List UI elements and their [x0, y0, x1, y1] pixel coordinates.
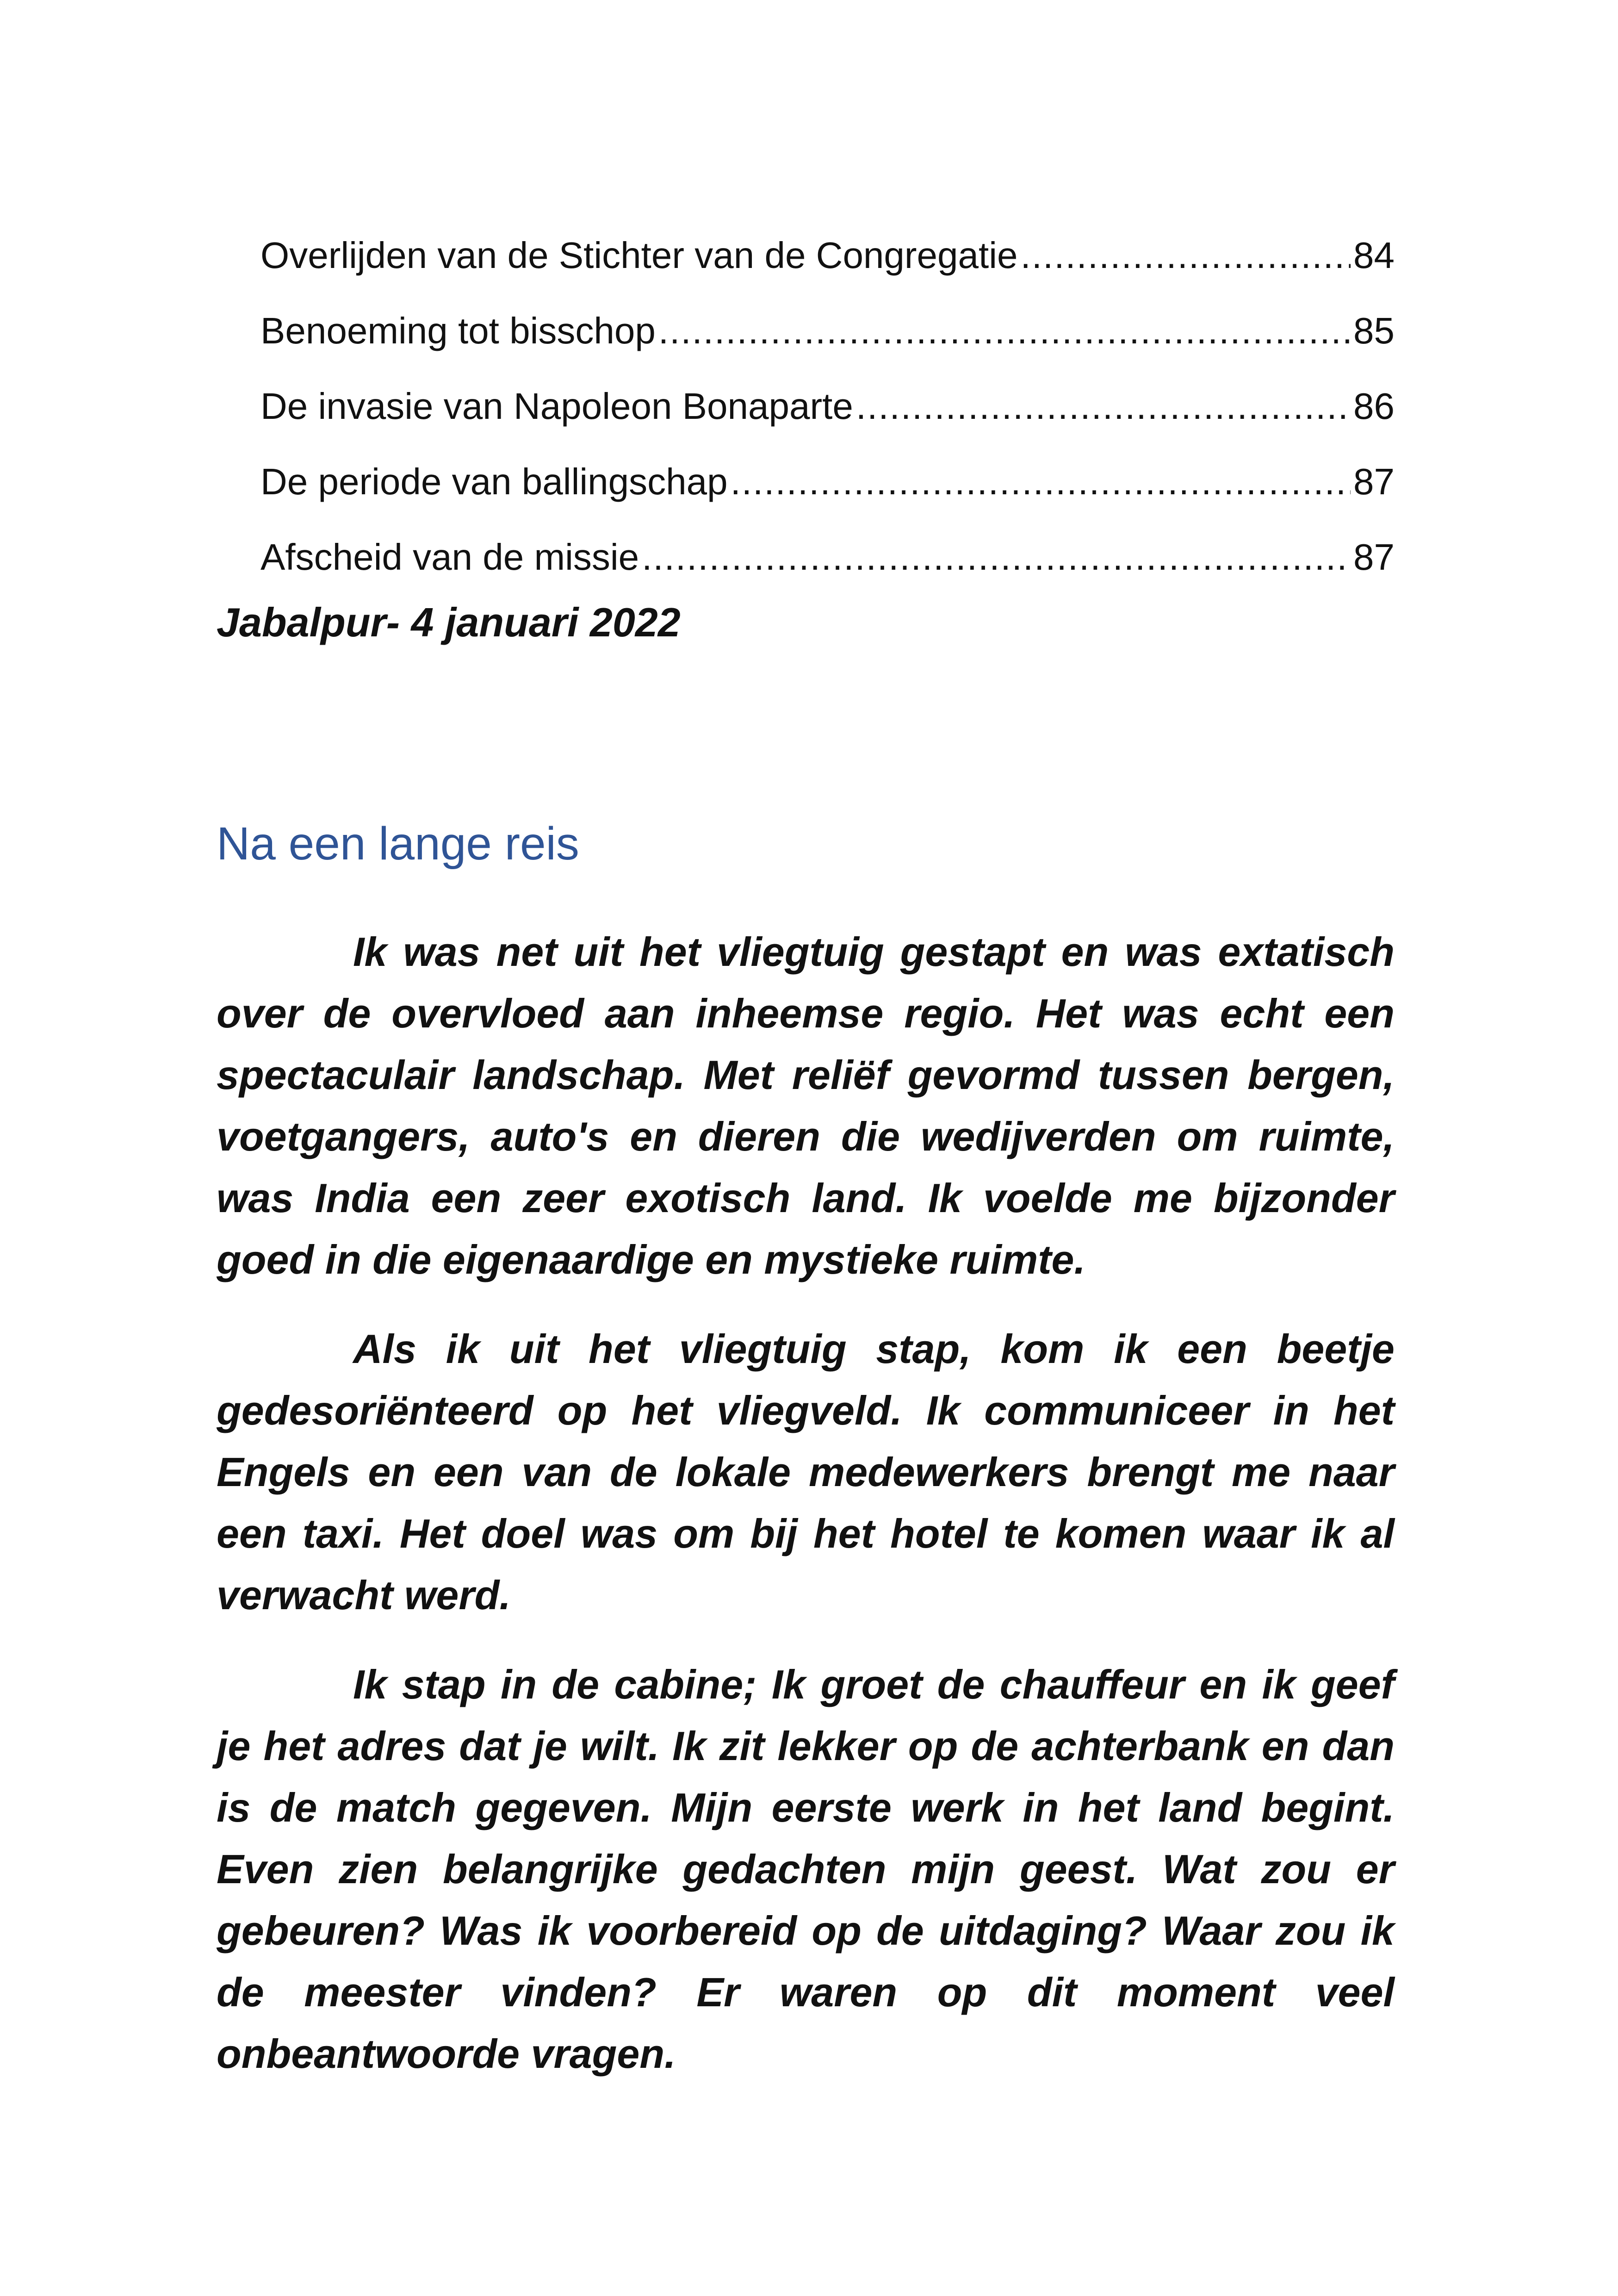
toc-dot-leader [1021, 218, 1351, 293]
body-paragraph: Ik was net uit het vliegtuig gestapt en was extatisch over de overvloed aan inheemse regio. Het was echt een spectaculair landschap. Met reliëf gevormd tussen bergen, voetgangers, auto's en dieren die wedijverden om ruimte, was India een zeer exotisch land. Ik voelde me bijzonder goed in die eigenaardige en mystieke ruimte. [217, 929, 1395, 1282]
toc-entry[interactable] [260, 293, 1395, 368]
toc-dot-leader [856, 368, 1351, 444]
toc-entry-page: 87 [1353, 461, 1395, 502]
toc-entry-title: De periode van ballingschap [260, 461, 728, 502]
body-paragraph: Als ik uit het vliegtuig stap, kom ik een beetje gedesoriënteerd op het vliegveld. Ik communiceer in het Engels en een van de lokale medewerkers brengt me naar een taxi. Het doel was om bij het hotel te komen waar ik al verwacht werd. [217, 1326, 1395, 1618]
toc-entry-page: 85 [1353, 310, 1395, 351]
toc-entry[interactable] [260, 519, 1395, 595]
toc-entry-title: Afscheid van de missie [260, 536, 639, 578]
date-line: Jabalpur- 4 januari 2022 [217, 599, 681, 645]
toc-entry-title: De invasie van Napoleon Bonaparte [260, 386, 853, 427]
toc-entry[interactable] [260, 444, 1395, 519]
toc-dot-leader [642, 519, 1351, 595]
body-text [217, 921, 1395, 2112]
toc-dot-leader [658, 293, 1351, 368]
toc-entry-page: 86 [1353, 386, 1395, 427]
toc-entry-title: Overlijden van de Stichter van de Congregatie [260, 235, 1018, 276]
section-heading: Na een lange reis [217, 818, 579, 870]
toc-entry-title: Benoeming tot bisschop [260, 310, 656, 351]
toc-entry-page: 87 [1353, 536, 1395, 578]
toc-entry[interactable] [260, 218, 1395, 293]
table-of-contents [260, 218, 1395, 595]
body-paragraph: Ik stap in de cabine; Ik groet de chauffeur en ik geef je het adres dat je wilt. Ik zit lekker op de achterbank en dan is de match gegeven. Mijn eerste werk in het land begint. Even zien belangrijke gedachten mijn geest. Wat zou er gebeuren? Was ik voorbereid op de uitdaging? Waar zou ik de meester vinden? Er waren op dit moment veel onbeantwoorde vragen. [217, 1661, 1395, 2077]
toc-dot-leader [731, 444, 1351, 519]
toc-entry-page: 84 [1353, 235, 1395, 276]
toc-entry[interactable] [260, 368, 1395, 444]
